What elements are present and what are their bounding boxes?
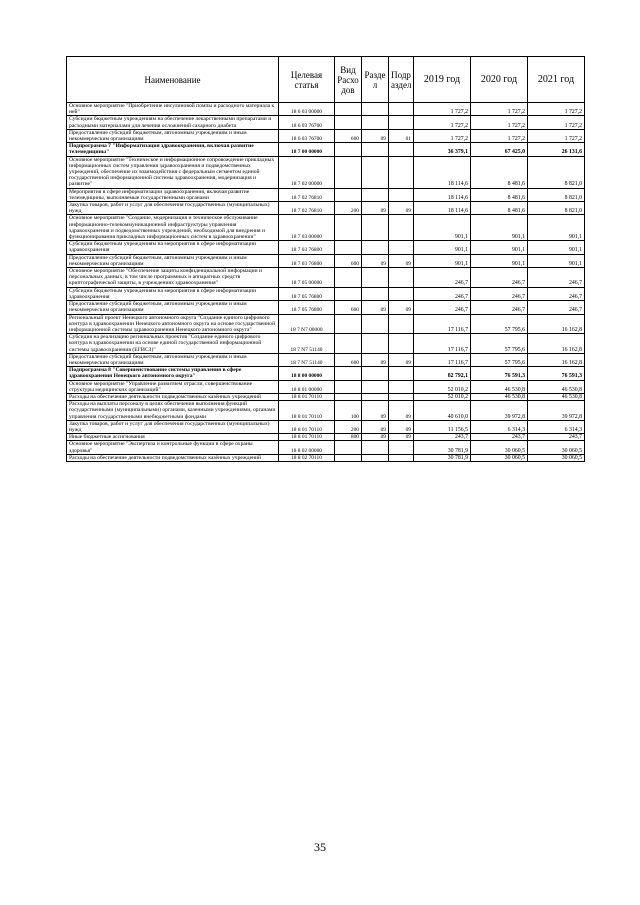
cell-2021: 46 530,8	[528, 380, 585, 393]
cell-2021: 1 727,2	[528, 103, 585, 116]
table-row	[67, 287, 585, 300]
cell-2021: 30 060,5	[528, 441, 585, 454]
cell-2021: 16 162,8	[528, 353, 585, 366]
cell-podrazdel: 09	[389, 420, 414, 433]
cell-podrazdel: 01	[389, 129, 414, 142]
cell-2020: 57 795,6	[471, 353, 528, 366]
cell-2020: 57 795,6	[471, 334, 528, 354]
cell-code: 18 8 01 70110	[279, 401, 335, 421]
cell-razdel	[362, 241, 389, 254]
cell-name: Предоставление субсидий бюджетным, автономным учреждениям и иным некоммерческим организациям	[67, 353, 279, 366]
cell-vid	[335, 188, 362, 201]
cell-code: 18 7 03 76800	[279, 254, 335, 267]
cell-razdel: 09	[362, 434, 389, 441]
cell-2019: 17 116,7	[414, 353, 471, 366]
cell-code: 18 7 N7 00000	[279, 314, 335, 334]
table-row	[67, 254, 585, 267]
cell-2021: 39 972,8	[528, 401, 585, 421]
cell-code: 18 7 N7 51140	[279, 334, 335, 354]
cell-razdel	[362, 334, 389, 354]
cell-podrazdel	[389, 334, 414, 354]
cell-razdel: 09	[362, 353, 389, 366]
table-header-row	[67, 57, 585, 103]
cell-vid: 600	[335, 301, 362, 314]
header-code: Целевая статья	[279, 57, 335, 103]
cell-razdel: 09	[362, 129, 389, 142]
table-row	[67, 441, 585, 454]
cell-2019: 52 010,2	[414, 380, 471, 393]
cell-podrazdel: 09	[389, 202, 414, 215]
table-row	[67, 268, 585, 288]
cell-2020: 1 727,2	[471, 116, 528, 129]
cell-2019: 1 727,2	[414, 116, 471, 129]
table-row	[67, 380, 585, 393]
table-row	[67, 334, 585, 354]
cell-2020: 1 727,2	[471, 103, 528, 116]
cell-vid	[335, 215, 362, 241]
cell-podrazdel	[389, 156, 414, 188]
cell-code: 18 6 03 76700	[279, 116, 335, 129]
header-2021: 2021 год	[528, 57, 585, 103]
cell-vid	[335, 156, 362, 188]
cell-podrazdel	[389, 103, 414, 116]
cell-code: 18 7 02 00000	[279, 156, 335, 188]
cell-2021: 246,7	[528, 268, 585, 288]
cell-vid	[335, 454, 362, 461]
cell-name: Основное мероприятие "Приобретение инсулиновой помпы и расходного материала к ней"	[67, 103, 279, 116]
cell-podrazdel: 09	[389, 434, 414, 441]
cell-name: Основное мероприятие "Управление развитием отрасли, совершенствование структуры медицинских организаций"	[67, 380, 279, 393]
cell-code: 18 8 01 00000	[279, 380, 335, 393]
table-body	[67, 103, 585, 462]
cell-podrazdel	[389, 454, 414, 461]
cell-2021: 901,1	[528, 254, 585, 267]
cell-code: 18 8 01 70110	[279, 393, 335, 400]
cell-vid	[335, 116, 362, 129]
cell-2019: 30 781,9	[414, 441, 471, 454]
cell-podrazdel	[389, 215, 414, 241]
cell-2021: 246,7	[528, 301, 585, 314]
cell-2021: 16 162,8	[528, 334, 585, 354]
cell-2021: 1 727,2	[528, 116, 585, 129]
cell-vid: 600	[335, 254, 362, 267]
cell-vid	[335, 380, 362, 393]
cell-vid	[335, 393, 362, 400]
cell-vid	[335, 367, 362, 380]
cell-name: Основное мероприятие "Техническое и информационное сопровождение прикладных информационных систем управления здравоохранения и подведомственных учреждений, обеспечение их взаимодействия с федеральным сегментом единой государственной информационной системы здравоохранения, модернизация и развитие"	[67, 156, 279, 188]
cell-podrazdel	[389, 241, 414, 254]
cell-2019: 1 727,2	[414, 103, 471, 116]
cell-2020: 39 972,8	[471, 401, 528, 421]
table-row	[67, 241, 585, 254]
cell-name: Субсидии бюджетным учреждениям на обеспечение лекарственными препаратами и расходными материалами для лечения осложнений сахарного диабета	[67, 116, 279, 129]
cell-2021: 8 821,0	[528, 202, 585, 215]
cell-2020: 30 060,5	[471, 454, 528, 461]
cell-name: Мероприятия в сфере информатизации здравоохранения, включая развитие телемедицины, выполняемые государственными органами	[67, 188, 279, 201]
cell-2019: 1 727,2	[414, 129, 471, 142]
cell-podrazdel	[389, 367, 414, 380]
table-row	[67, 103, 585, 116]
cell-2020: 901,1	[471, 254, 528, 267]
cell-code: 18 6 03 76700	[279, 129, 335, 142]
cell-vid	[335, 241, 362, 254]
header-podrazdel: Подр аздел	[389, 57, 414, 103]
cell-razdel	[362, 367, 389, 380]
cell-name: Предоставление субсидий бюджетным, автономным учреждениям и иным некоммерческим организациям	[67, 301, 279, 314]
cell-name: Основное мероприятие "Экспертиза и контрольные функции в сфере охраны здоровья"	[67, 441, 279, 454]
cell-razdel	[362, 143, 389, 156]
header-2019: 2019 год	[414, 57, 471, 103]
cell-2019: 246,7	[414, 287, 471, 300]
cell-podrazdel	[389, 268, 414, 288]
cell-2020: 8 481,6	[471, 202, 528, 215]
table-row	[67, 143, 585, 156]
cell-2019: 901,1	[414, 241, 471, 254]
cell-code: 18 7 03 00000	[279, 215, 335, 241]
cell-razdel: 09	[362, 301, 389, 314]
cell-razdel	[362, 188, 389, 201]
cell-2019: 40 610,0	[414, 401, 471, 421]
cell-razdel: 09	[362, 420, 389, 433]
cell-podrazdel	[389, 314, 414, 334]
table-row	[67, 202, 585, 215]
cell-razdel	[362, 380, 389, 393]
cell-2021: 901,1	[528, 215, 585, 241]
cell-2020: 30 060,5	[471, 441, 528, 454]
table-row	[67, 401, 585, 421]
cell-2021: 76 591,3	[528, 367, 585, 380]
cell-2020: 67 425,0	[471, 143, 528, 156]
cell-name: Подпрограмма 8 "Совершенствование системы управления в сфере здравоохранения Ненецкого автономного округа"	[67, 367, 279, 380]
cell-podrazdel: 09	[389, 401, 414, 421]
table-row	[67, 188, 585, 201]
cell-vid: 600	[335, 353, 362, 366]
cell-name: Иные бюджетные ассигнования	[67, 434, 279, 441]
cell-name: Основное мероприятие "Обеспечение защиты конфиденциальной информации и персональных данных, в том числе программных и аппаратных средств криптографической защиты, в учреждениях здравоохранения"	[67, 268, 279, 288]
table-row	[67, 215, 585, 241]
cell-2021: 901,1	[528, 241, 585, 254]
cell-2020: 243,7	[471, 434, 528, 441]
cell-razdel	[362, 103, 389, 116]
cell-name: Закупка товаров, работ и услуг для обеспечения государственных (муниципальных) нужд	[67, 420, 279, 433]
cell-vid: 200	[335, 420, 362, 433]
header-razdel: Разде л	[362, 57, 389, 103]
cell-name: Закупка товаров, работ и услуг для обеспечения государственных (муниципальных) нужд	[67, 202, 279, 215]
cell-2020: 57 795,6	[471, 314, 528, 334]
cell-code: 18 7 05 76800	[279, 287, 335, 300]
cell-2019: 243,7	[414, 434, 471, 441]
cell-2020: 1 727,2	[471, 129, 528, 142]
cell-2020: 246,7	[471, 268, 528, 288]
cell-name: Расходы на выплаты персоналу в целях обеспечения выполнения функций государственными (муниципальными) органами, казенными учреждениями, органами управления государственными внебюджетными фондами	[67, 401, 279, 421]
header-name: Наименование	[67, 57, 279, 103]
cell-2020: 8 481,6	[471, 156, 528, 188]
cell-razdel	[362, 393, 389, 400]
cell-2020: 6 314,3	[471, 420, 528, 433]
cell-vid	[335, 268, 362, 288]
cell-2021: 26 131,6	[528, 143, 585, 156]
cell-razdel	[362, 314, 389, 334]
cell-2019: 36 379,1	[414, 143, 471, 156]
cell-podrazdel	[389, 287, 414, 300]
table-row	[67, 129, 585, 142]
cell-name: Субсидии бюджетным учреждениям на мероприятия в сфере информатизации здравоохранения	[67, 241, 279, 254]
cell-name: Основное мероприятие "Создание, модернизация и техническое обслуживание информационно-телекоммуникационной инфраструктуры управления здравоохранения и подведомственных учреждений, необходимой для внедрения и функционирования прикладных информационных систем в здравоохранении"	[67, 215, 279, 241]
cell-vid: 600	[335, 129, 362, 142]
cell-vid: 200	[335, 202, 362, 215]
cell-vid	[335, 441, 362, 454]
cell-vid	[335, 103, 362, 116]
cell-2021: 243,7	[528, 434, 585, 441]
page-number: 35	[314, 840, 326, 854]
cell-vid	[335, 314, 362, 334]
cell-code: 18 8 00 00000	[279, 367, 335, 380]
cell-podrazdel	[389, 188, 414, 201]
cell-2019: 52 010,2	[414, 393, 471, 400]
cell-razdel	[362, 215, 389, 241]
cell-2019: 11 156,5	[414, 420, 471, 433]
header-2020: 2020 год	[471, 57, 528, 103]
budget-table	[66, 56, 585, 462]
cell-name: Расходы на обеспечение деятельности подведомственных казённых учреждений	[67, 454, 279, 461]
cell-2020: 246,7	[471, 287, 528, 300]
cell-2021: 1 727,2	[528, 129, 585, 142]
cell-code: 18 7 00 00000	[279, 143, 335, 156]
cell-code: 18 8 02 70110	[279, 454, 335, 461]
cell-2020: 901,1	[471, 215, 528, 241]
cell-2021: 6 314,3	[528, 420, 585, 433]
cell-vid	[335, 287, 362, 300]
cell-podrazdel	[389, 441, 414, 454]
table-row	[67, 301, 585, 314]
table-row	[67, 393, 585, 400]
table-row	[67, 454, 585, 461]
cell-2020: 46 530,8	[471, 380, 528, 393]
cell-vid: 800	[335, 434, 362, 441]
cell-2019: 30 781,9	[414, 454, 471, 461]
table-row	[67, 434, 585, 441]
cell-2019: 901,1	[414, 254, 471, 267]
cell-2019: 246,7	[414, 268, 471, 288]
cell-podrazdel: 09	[389, 353, 414, 366]
cell-razdel	[362, 156, 389, 188]
cell-2021: 8 821,0	[528, 156, 585, 188]
cell-razdel	[362, 116, 389, 129]
cell-vid	[335, 143, 362, 156]
cell-razdel: 09	[362, 202, 389, 215]
cell-podrazdel	[389, 143, 414, 156]
cell-code: 18 8 01 70110	[279, 434, 335, 441]
cell-code: 18 7 N7 51140	[279, 353, 335, 366]
cell-razdel	[362, 287, 389, 300]
cell-2021: 16 162,8	[528, 314, 585, 334]
cell-name: Субсидии бюджетным учреждениям на мероприятия в сфере информатизации здравоохранения	[67, 287, 279, 300]
table-row	[67, 367, 585, 380]
cell-name: Подпрограмма 7 "Информатизация здравоохранения, включая развитие телемедицины"	[67, 143, 279, 156]
cell-2019: 901,1	[414, 215, 471, 241]
cell-razdel	[362, 454, 389, 461]
cell-code: 18 7 05 76800	[279, 301, 335, 314]
cell-2019: 246,7	[414, 301, 471, 314]
cell-code: 18 6 03 00000	[279, 103, 335, 116]
cell-podrazdel: 09	[389, 301, 414, 314]
cell-razdel: 09	[362, 401, 389, 421]
cell-name: Предоставление субсидий бюджетным, автономным учреждениям и иным некоммерческим организациям	[67, 254, 279, 267]
cell-2021: 246,7	[528, 287, 585, 300]
cell-2020: 246,7	[471, 301, 528, 314]
cell-razdel	[362, 268, 389, 288]
cell-podrazdel: 09	[389, 254, 414, 267]
cell-name: Предоставление субсидий бюджетным, автономным учреждениям и иным некоммерческим организациям	[67, 129, 279, 142]
cell-2019: 17 116,7	[414, 334, 471, 354]
cell-2019: 18 114,6	[414, 202, 471, 215]
cell-2019: 18 114,6	[414, 188, 471, 201]
table-row	[67, 116, 585, 129]
cell-2020: 76 591,3	[471, 367, 528, 380]
cell-2021: 30 060,5	[528, 454, 585, 461]
cell-2020: 8 481,6	[471, 188, 528, 201]
cell-2019: 17 116,7	[414, 314, 471, 334]
cell-razdel: 09	[362, 254, 389, 267]
cell-name: Субсидия на реализацию региональных проектов "Создание единого цифрового контура в здравоохранении на основе единой государственной информационной системы здравоохранения (ЕГИСЗ)"	[67, 334, 279, 354]
cell-code: 18 8 01 70110	[279, 420, 335, 433]
table-row	[67, 314, 585, 334]
table-row	[67, 420, 585, 433]
cell-razdel	[362, 441, 389, 454]
cell-2021: 8 821,0	[528, 188, 585, 201]
cell-code: 18 7 02 76810	[279, 188, 335, 201]
cell-code: 18 8 02 00000	[279, 441, 335, 454]
table-row	[67, 353, 585, 366]
cell-code: 18 7 05 00000	[279, 268, 335, 288]
header-vid: Вид Расхо дов	[335, 57, 362, 103]
cell-vid: 100	[335, 401, 362, 421]
cell-name: Региональный проект Ненецкого автономного округа "Создание единого цифрового контура в здравоохранении Ненецкого автономного округа на основе государственной информационной системы здравоохранения Ненецкого автономного округа"	[67, 314, 279, 334]
cell-name: Расходы на обеспечение деятельности подведомственных казённых учреждений	[67, 393, 279, 400]
cell-2020: 901,1	[471, 241, 528, 254]
cell-2021: 46 530,8	[528, 393, 585, 400]
cell-2020: 46 530,8	[471, 393, 528, 400]
cell-2019: 18 114,6	[414, 156, 471, 188]
cell-podrazdel	[389, 380, 414, 393]
cell-code: 18 7 03 76800	[279, 241, 335, 254]
cell-podrazdel	[389, 393, 414, 400]
cell-code: 18 7 02 76810	[279, 202, 335, 215]
cell-vid	[335, 334, 362, 354]
cell-podrazdel	[389, 116, 414, 129]
table-row	[67, 156, 585, 188]
cell-2019: 82 792,1	[414, 367, 471, 380]
